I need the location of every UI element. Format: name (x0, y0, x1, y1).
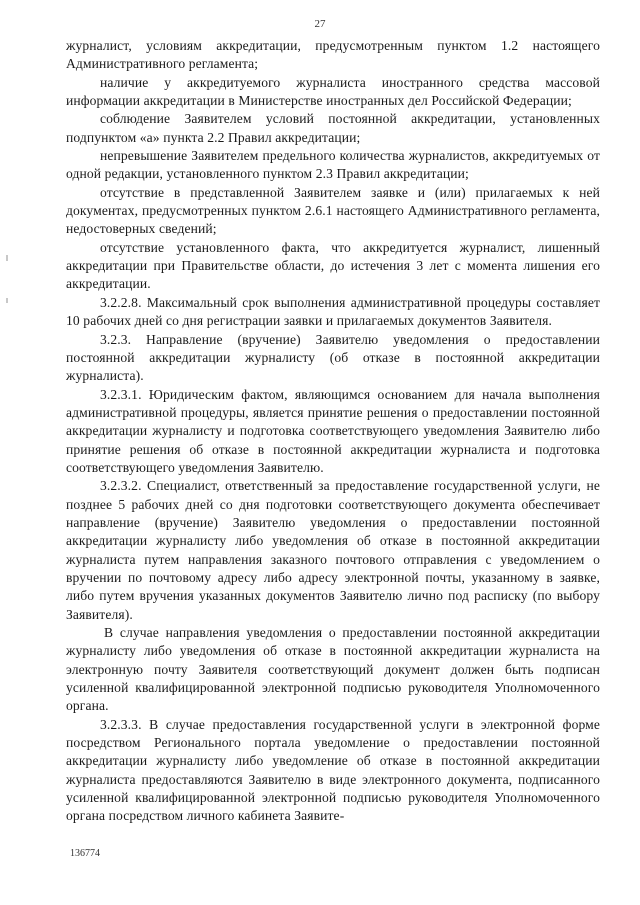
scan-artifact (6, 298, 8, 303)
paragraph: 3.2.2.8. Максимальный срок выполнения административной процедуры составляет 10 рабочих дней со дня регистрации заявки и прилагаемых документов Заявителя. (66, 294, 600, 329)
paragraph: отсутствие в представленной Заявителем заявке и (или) прилагаемых к ней документах, предусмотренных пунктом 2.6.1 настоящего Административного регламента, недостоверных сведений; (66, 184, 600, 237)
paragraph: 3.2.3. Направление (вручение) Заявителю уведомления о предоставлении постоянной аккредитации журналисту (об отказе в постоянной аккредитации журналиста). (66, 331, 600, 384)
paragraph: непревышение Заявителем предельного количества журналистов, аккредитуемых от одной редакции, установленного пунктом 2.3 Правил аккредитации; (66, 148, 600, 182)
paragraph: 3.2.3.1. Юридическим фактом, являющимся основанием для начала выполнения административной процедуры, является принятие решения о предоставлении постоянной аккредитации журналисту и подготовка соответствующего уведомления Заявителю либо принятие решения об отказе в постоянной аккредитации журналиста и подготовка соответствующего уведомления Заявителю. (66, 386, 600, 475)
paragraph: соблюдение Заявителем условий постоянной аккредитации, установленных подпунктом «а» пункта 2.2 Правил аккредитации; (66, 111, 600, 145)
document-body (66, 37, 600, 826)
paragraph: наличие у аккредитуемого журналиста иностранного средства массовой информации аккредитации в Министерстве иностранных дел Российской Федерации; (66, 74, 600, 109)
scan-artifact (6, 255, 8, 261)
paragraph: В случае направления уведомления о предоставлении постоянной аккредитации журналисту либо уведомления об отказе в постоянной аккредитации журналиста на электронную почту Заявителя соответствующий документ должен быть подписан усиленной квалифицированной электронной подписью руководителя Уполномоченного органа. (66, 625, 600, 714)
page-number: 27 (314, 18, 326, 30)
paragraph: 3.2.3.3. В случае предоставления государственной услуги в электронной форме посредством Регионального портала уведомление о предоставлении постоянной аккредитации журналисту либо уведомление об отказе в постоянной аккредитации журналиста предоставляются Заявителю в виде электронного документа, подписанного усиленной квалифицированной электронной подписью руководителя Уполномоченного органа посредством личного кабинета Заявите- (66, 716, 600, 824)
paragraph: 3.2.3.2. Специалист, ответственный за предоставление государственной услуги, не позднее 5 рабочих дней со дня подготовки соответствующего документа обеспечивает направление (вручение) Заявителю уведомления о предоставлении постоянной аккредитации журналисту либо уведомления об отказе в постоянной аккредитации журналиста путем направления заказного почтового отправления с уведомлением о вручении по почтовому адресу либо адресу электронной почты, указанному в заявке, либо путем вручения указанных документов Заявителю лично под расписку (по выбору Заявителя). (66, 478, 600, 622)
paragraph: журналист, условиям аккредитации, предусмотренным пунктом 1.2 настоящего Административного регламента; (66, 38, 600, 72)
document-code: 136774 (70, 848, 100, 859)
paragraph: отсутствие установленного факта, что аккредитуется журналист, лишенный аккредитации при Правительстве области, до истечения 3 лет с момента лишения его аккредитации. (66, 239, 600, 292)
